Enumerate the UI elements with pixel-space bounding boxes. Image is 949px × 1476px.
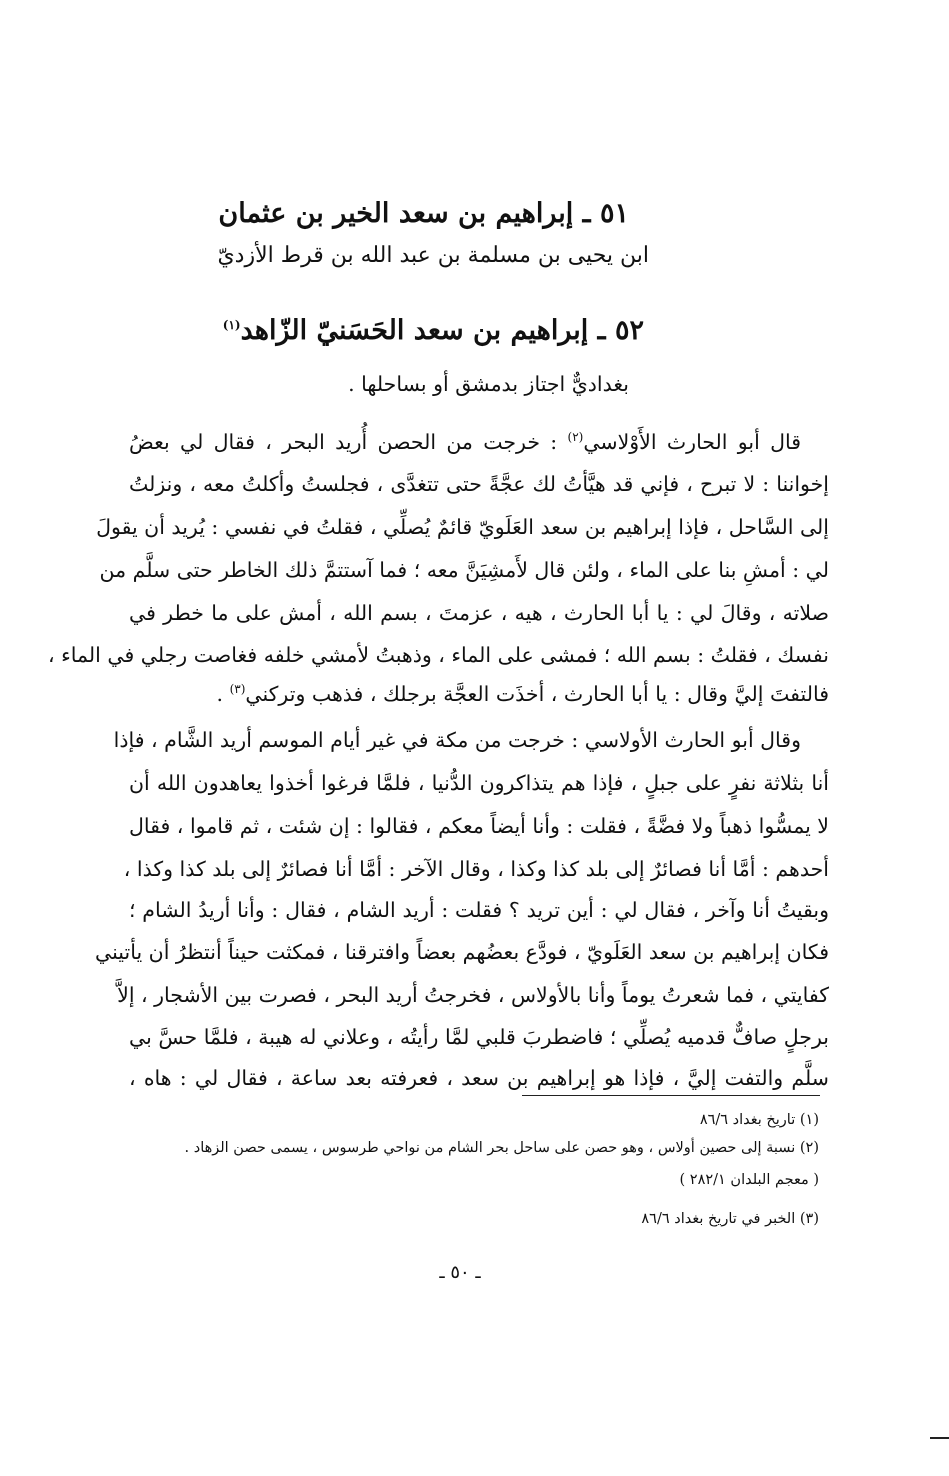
text-span: فالتفتَ إليَّ وقال : يا أبا الحارث ، أخذَت العجَّة برجلك ، فذهب وتركني <box>245 682 829 706</box>
footnote-2-source: ( معجم البلدان ٢٨٢/١ ) <box>679 1172 819 1188</box>
paragraph-1-line: إخواننا : لا تبرح ، فإني قد هيَّأتُ لك عجَّةً حتى تتغدَّى ، فجلستُ وأكلتُ معه ، ونزلتُ <box>129 472 829 496</box>
paragraph-1-line: لي : أمشِ بنا على الماء ، ولئن قال لأَمشِيَنَّ معه ؛ فما آستتمَّ ذلك الخاطر حتى سلَّم من <box>99 558 829 582</box>
footnote-2: (٢) نسبة إلى حصين أولاس ، وهو حصن على ساحل بحر الشام من نواحي طرسوس ، يسمى حصن الزهاد . <box>184 1140 819 1156</box>
paragraph-1-line: صلاته ، وقالَ لي : يا أبا الحارث ، هيه ، عزمتَ ، بسم الله ، أمش على ما خطر في <box>129 601 829 625</box>
entry-51-title: ٥١ ـ إبراهيم بن سعد الخير بن عثمان <box>218 198 629 229</box>
paragraph-2-line: وبقيتُ أنا وآخر ، فقال لي : أين تريد ؟ فقلت : أريد الشام ، فقال : وأنا أريدُ الشام ؛ <box>129 898 829 922</box>
entry-51-lineage: ابن يحيى بن مسلمة بن عبد الله بن قرط الأزديّ <box>217 243 649 268</box>
margin-mark <box>930 1437 949 1439</box>
paragraph-2-line: فكان إبراهيم بن سعد العَلَويّ ، فودَّع بعضُهم بعضاً وافترقنا ، فمكثت حيناً أنتظرُ أن يأتيني <box>95 940 829 964</box>
paragraph-2-line: أنا بثلاثة نفرٍ على جبلٍ ، فإذا هم يتذاكرون الدُّنيا ، فلمَّا فرغوا أخذوا يعاهدون الله أن <box>129 771 829 795</box>
paragraph-2-line: سلَّم والتفت إليَّ ، فإذا هو إبراهيم بن سعد ، فعرفته بعد ساعة ، فقال لي : هاه ، <box>129 1066 829 1090</box>
footnote-separator <box>522 1095 820 1096</box>
paragraph-2-line: وقال أبو الحارث الأولاسي : خرجت من مكة في غير أيام الموسم أريد الشَّام ، فإذا <box>113 728 801 752</box>
paragraph-1-line <box>129 682 829 706</box>
page-number: ـ ٥٠ ـ <box>439 1262 481 1283</box>
footnote-ref-2: (٢) <box>567 430 584 445</box>
footnote-1: (١) تاريخ بغداد ٨٦/٦ <box>699 1112 819 1128</box>
entry-52-title-text: ٥٢ ـ إبراهيم بن سعد الحَسَنيّ الزّاهد <box>240 315 644 346</box>
text-span: : خرجت من الحصن أُريد البحر ، فقال لي بعضُ <box>129 430 568 454</box>
paragraph-2-line: لا يمسُّوا ذهباً ولا فضَّةً ، فقلت : وأنا أيضاً معكم ، فقالوا : إن شئت ، ثم قاموا ، فقال <box>128 814 829 838</box>
entry-52-intro: بغداديٌّ اجتاز بدمشق أو بساحلها . <box>348 372 629 396</box>
entry-52-title <box>222 315 644 346</box>
text-span: قال أبو الحارث الأَوْلاسي <box>583 430 802 454</box>
footnote-ref-1: (١) <box>222 318 241 332</box>
paragraph-1-line: نفسك ، فقلتُ : بسم الله ؛ فمشى على الماء ، وذهبتُ لأمشي خلفه فغاصت رجلي في الماء ، <box>48 643 829 667</box>
paragraph-2-line: أحدهم : أمَّا أنا فصائرٌ إلى بلد كذا وكذا ، وقال الآخر : أمَّا أنا فصائرٌ إلى بلد كذا وكذا ، <box>123 857 829 881</box>
paragraph-2-line: كفايتي ، فما شعرتُ يوماً وأنا بالأولاس ، فخرجتُ أريد البحر ، فصرت بين الأشجار ، إلاَّ <box>117 983 829 1007</box>
footnote-3: (٣) الخبر في تاريخ بغداد ٨٦/٦ <box>641 1211 819 1227</box>
paragraph-2-line: برجلٍ صافٌّ قدميه يُصلِّي ؛ فاضطربَ قلبي لمَّا رأيتُه ، وعلاني له هيبة ، فلمَّا حسَّ بي <box>129 1025 829 1049</box>
text-span: . <box>216 682 230 706</box>
footnote-ref-3: (٣) <box>229 682 246 697</box>
paragraph-1-line <box>129 430 801 454</box>
paragraph-1-line: إلى السَّاحل ، فإذا إبراهيم بن سعد العَلَويّ قائمٌ يُصلِّي ، فقلتُ في نفسي : يُريد أن يقولَ <box>96 515 829 539</box>
